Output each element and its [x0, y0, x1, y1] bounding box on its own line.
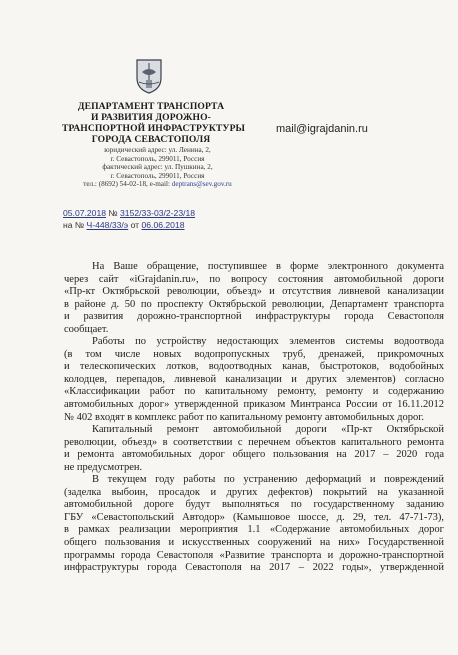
body-line: сообщает. [64, 323, 109, 335]
body-line: и развития дорожно-транспортной инфраструктуры города Севастополя [64, 311, 444, 323]
department-name [62, 101, 246, 145]
body-line: В текущем году работы по устранению деформаций и повреждений [92, 474, 444, 486]
number-sign: № [108, 208, 118, 218]
body-line: инфраструктуры города Севастополя на 2017 – 2022 годы», утвержденной [64, 562, 444, 574]
department-name-line: ТРАНСПОРТНОЙ ИНФРАСТРУКТУРЫ [62, 123, 246, 134]
address-line: фактический адрес: ул. Пушкина, 2, [102, 163, 213, 172]
body-line: в рамках реализации мероприятия 1.1 «Содержание автомобильных дорог [64, 524, 444, 536]
body-line: и телескопических лотков, водоотводных канав, быстротоков, водобойных [64, 361, 444, 373]
body-line: не предусмотрен. [64, 461, 143, 473]
body-line: автомобильной дороге будут выполняться по государственному заданию [64, 499, 444, 511]
ref-from: от [130, 219, 140, 230]
ref-prefix: на № [63, 219, 85, 230]
address-line: юридический адрес: ул. Ленина, 2, [104, 146, 211, 154]
sevastopol-coat-of-arms-icon [134, 58, 164, 94]
body-line: ГБУ «Севастопольский Автодор» (Камышовое шоссе, д. 29, тел. 47-71-73), [64, 511, 444, 523]
outgoing-number: 3152/33-03/2-23/18 [120, 208, 196, 218]
body-line: «Пр-кт Октябрьской революции, объезд» и отсутствия ливневой канализации [64, 286, 444, 298]
ref-number: Ч-448/33/э [86, 219, 129, 230]
address-line: г. Севастополь, 299011, Россия [110, 154, 205, 163]
body-line: автомобильных дорог» утвержденной приказом Минтранса России от 16.11.2012 [64, 399, 444, 411]
body-line: программы города Севастополя «Развитие транспорта и дорожно-транспортной [64, 549, 444, 561]
outgoing-number-line [63, 208, 195, 220]
body-line: (заделка выбоин, просадок и других дефектов) покрытий на указанной [64, 486, 444, 498]
body-line: «Классификации работ по капитальному ремонту, ремонту и содержанию [64, 386, 444, 398]
contacts-email-link[interactable]: deptrans@sev.gov.ru [171, 180, 232, 189]
letter-body [64, 261, 444, 575]
address-line: г. Севастополь, 299011, Россия [110, 171, 205, 180]
department-name-line: ГОРОДА СЕВАСТОПОЛЯ [91, 134, 211, 145]
body-line: революции, объезд» в соответствии с перечнем объектов капитального ремонта [64, 436, 444, 448]
body-line: колодцев, перепадов, ливневой канализации и других элементов) согласно [64, 373, 444, 385]
incoming-ref-line [63, 220, 195, 232]
body-line: и ремонта автомобильных дорог общего пользования на 2017 – 2020 года [64, 449, 444, 461]
registration-block [63, 208, 195, 231]
body-line: Капитальный ремонт автомобильной дороги «Пр-кт Октябрьской [92, 424, 444, 436]
outgoing-date: 05.07.2018 [63, 208, 107, 218]
contacts-line [70, 180, 245, 189]
recipient-email[interactable]: mail@igrajdanin.ru [276, 123, 368, 135]
department-name-line: И РАЗВИТИЯ ДОРОЖНО- [91, 112, 211, 123]
body-line: Работы по устройству недостающих элементов системы водоотвода [92, 336, 444, 348]
body-line: в районе д. 50 по проспекту Октябрьской революции, Департамент транспорта [64, 298, 444, 310]
body-line: общего пользования и искусственных сооружений на них» Государственной [64, 537, 444, 549]
department-address [70, 146, 245, 189]
contacts-phone: тел.: (8692) 54-02-18, e-mail: [83, 180, 172, 189]
body-line: (в том числе новых водопропускных труб, дренажей, прикромочных [64, 348, 444, 360]
ref-date: 06.06.2018 [141, 219, 185, 230]
body-line: На Ваше обращение, поступившее в форме электронного документа [92, 261, 444, 272]
body-line: № 402 входят в комплекс работ по капитальному ремонту автомобильных дорог. [64, 411, 424, 423]
body-line: через сайт «iGrajdanin.ru», по вопросу состояния автомобильной дороги [64, 273, 444, 285]
department-name-line: ДЕПАРТАМЕНТ ТРАНСПОРТА [77, 101, 225, 112]
